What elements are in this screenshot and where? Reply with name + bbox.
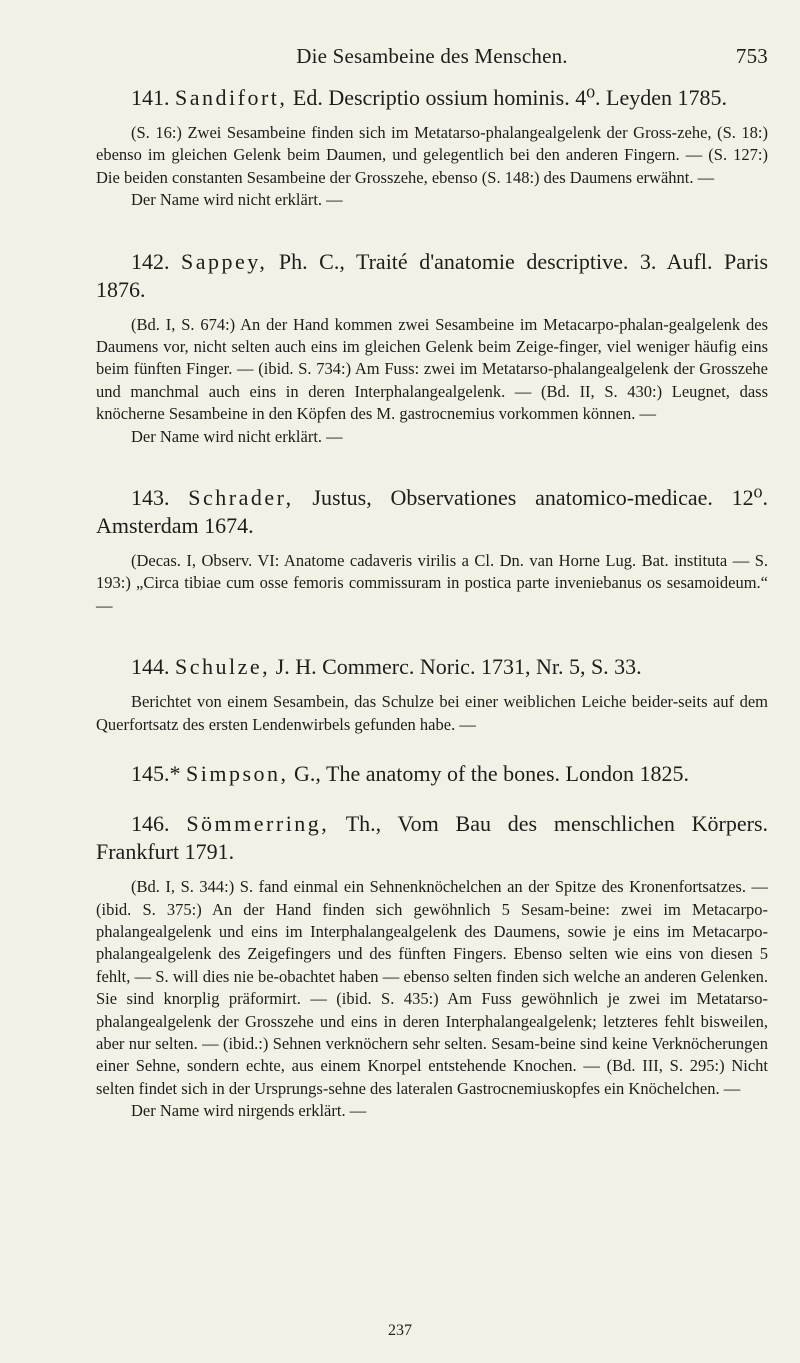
entry-number: 145.*	[131, 761, 181, 787]
signature-mark: 237	[388, 1322, 412, 1339]
entry-141	[96, 84, 768, 212]
running-title: Die Sesambeine des Menschen.	[296, 44, 568, 68]
entry-author: Sandifort,	[175, 85, 288, 110]
entry-142	[96, 248, 768, 448]
entry-citation: Justus, Observationes anatomico-medicae. 12⁰. Amsterdam 1674.	[96, 485, 768, 539]
entry-heading	[96, 653, 768, 681]
entry-author: Sappey,	[181, 248, 268, 274]
entry-144	[96, 653, 768, 736]
entry-heading	[96, 810, 768, 866]
entry-note: (Decas. I, Observ. VI: Anatome cadaveris virilis a Cl. Dn. van Horne Lug. Bat. instituta — S. 193:) „Circa tibiae cum osse femoris commissuram in postica parte inveniebanus os sesamoideum.“ —	[96, 551, 768, 615]
entry-citation: G., The anatomy of the bones. London 1825.	[288, 761, 689, 787]
entry-number: 146.	[131, 811, 170, 837]
entry-closing: Der Name wird nicht erklärt. —	[131, 426, 343, 446]
entry-number: 143.	[131, 485, 170, 511]
entry-citation: Ph. C., Traité d'anatomie descriptive. 3. Aufl. Paris 1876.	[96, 248, 769, 302]
running-header	[96, 44, 768, 74]
entry-citation: Ed. Descriptio ossium hominis. 4⁰. Leyden 1785.	[287, 85, 728, 110]
entry-145	[96, 760, 768, 788]
entry-heading	[96, 760, 768, 788]
entry-number: 141.	[131, 85, 170, 110]
entry-heading	[96, 484, 768, 540]
entry-note: (S. 16:) Zwei Sesambeine finden sich im Metatarso-phalangealgelenk der Gross-zehe, (S. 18:) ebenso im gleichen Gelenk beim Daumen, und gelegentlich bei den anderen Fingern. — (S. 127:) Die beiden constanten Sesambeine der Grosszehe, ebenso (S. 148:) des Daumens erwähnt. —	[96, 123, 768, 187]
entry-citation: J. H. Commerc. Noric. 1731, Nr. 5, S. 33.	[270, 654, 642, 680]
entry-number: 144.	[131, 654, 170, 680]
entry-note: (Bd. I, S. 344:) S. fand einmal ein Sehnenknöchelchen an der Spitze des Kronenfortsatzes. — (ibid. S. 375:) An der Hand finden sich gewöhnlich 5 Sesam-beine: zwei im Metacarpo-phalangealgelenk und eins im Interphalangealgelenk des Daumens, sowie je eins im Metacarpo-phalangealgelenk des Zeigefingers und des fünften Fingers. Ebenso selten wie eins von diesen 5 fehlt, — S. will dies nie be-obachtet haben — ebenso selten finden sich welche an anderen Gelenken. Sie sind knorplig präformirt. — (ibid. S. 435:) Am Fuss gewöhnlich je zwei im Metatarso-phalangealgelenk der Grosszehe und eins in deren Interphalangealgelenk; letzteres fehlt bisweilen, aber nur selten. — (ibid.:) Sehnen verknöchern sehr selten. Sesam-beine sind keine Verknöcherungen einer Sehne, sondern echte, aus einem Knorpel entstehende Knochen. — (Bd. III, S. 295:) Nicht selten findet sich in der Ursprungs-sehne des lateralen Gastrocnemiuskopfes ein Knöchelchen. —	[96, 877, 768, 1098]
entry-note: Berichtet von einem Sesambein, das Schulze bei einer weiblichen Leiche beider-seits auf dem Querfortsatz des ersten Lendenwirbels gefunden habe. —	[96, 692, 768, 734]
bibliography-list	[96, 84, 768, 1123]
entry-closing: Der Name wird nirgends erklärt. —	[131, 1101, 367, 1121]
entry-heading	[96, 84, 768, 112]
entry-citation: Th., Vom Bau des menschlichen Körpers. Frankfurt 1791.	[96, 811, 769, 865]
page-number: 753	[735, 44, 768, 68]
entry-143	[96, 484, 768, 617]
entry-heading	[96, 248, 768, 304]
entry-author: Sömmerring,	[186, 811, 330, 837]
entry-author: Schulze,	[175, 654, 271, 680]
entry-note: (Bd. I, S. 674:) An der Hand kommen zwei Sesambeine im Metacarpo-phalan-gealgelenk des Daumens vor, nicht selten auch eins im gleichen Gelenk beim Zeige-finger, viel weniger häufig eins beim fünften Finger. — (ibid. S. 734:) Am Fuss: zwei im Metatarso-phalangealgelenk der Grosszehe und manchmal auch eins in deren Interphalangealgelenk. — (Bd. II, S. 430:) Leugnet, dass knöcherne Sesambeine in den Köpfen des M. gastrocnemius vorkommen können. —	[96, 314, 768, 424]
entry-author: Simpson,	[186, 761, 289, 787]
entry-146	[96, 810, 768, 1122]
entry-author: Schrader,	[188, 485, 294, 511]
entry-number: 142.	[131, 248, 170, 274]
entry-closing: Der Name wird nicht erklärt. —	[131, 190, 343, 210]
